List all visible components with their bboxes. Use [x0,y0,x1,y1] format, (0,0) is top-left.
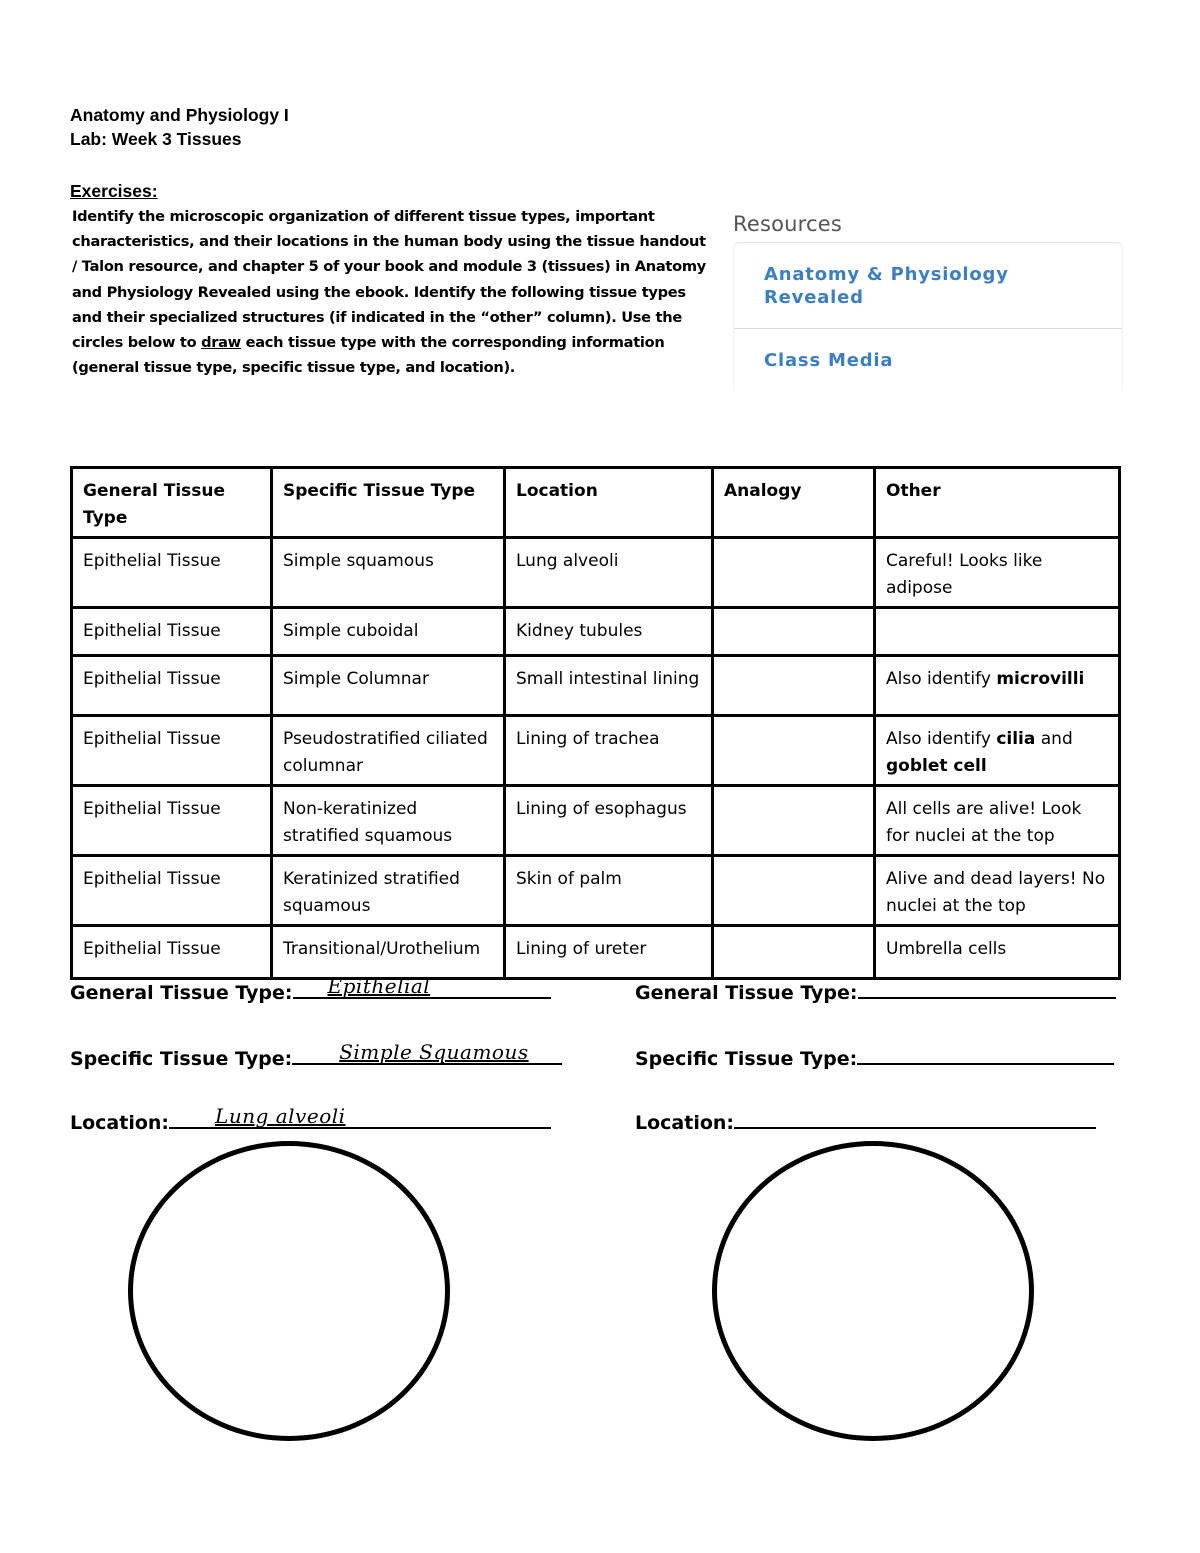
cell-other: Careful! Looks like adipose [875,538,1120,608]
table-row [72,656,1120,716]
header-location: Location [505,468,713,538]
resource-link-ap-revealed[interactable]: Anatomy & Physiology Revealed [764,264,1009,308]
drawing-circle-left[interactable] [128,1141,450,1441]
other-text: Also identify [886,669,997,689]
cell-general: Epithelial Tissue [72,926,272,979]
table-row [72,786,1120,856]
instructions-draw: draw [201,334,241,352]
cell-other [875,716,1120,786]
drawing-circle-right[interactable] [712,1141,1034,1441]
cell-general: Epithelial Tissue [72,856,272,926]
cell-specific: Simple cuboidal [272,608,505,656]
cell-general: Epithelial Tissue [72,656,272,716]
other-text: Also identify [886,729,997,749]
tissue-table [70,466,1121,980]
cell-specific: Pseudostratified ciliated columnar [272,716,505,786]
cell-location: Lung alveoli [505,538,713,608]
left-specific-input[interactable] [292,1041,562,1065]
left-specific-field [70,1041,562,1070]
cell-general: Epithelial Tissue [72,608,272,656]
resource-link-class-media[interactable]: Class Media [764,350,894,371]
cell-analogy[interactable] [713,716,875,786]
right-specific-input[interactable] [857,1041,1114,1065]
left-general-field [70,975,551,1004]
instructions-paragraph [72,204,712,380]
cell-other: Alive and dead layers! No nuclei at the top [875,856,1120,926]
cell-specific: Simple Columnar [272,656,505,716]
right-location-input[interactable] [734,1105,1096,1129]
table-row [72,538,1120,608]
cell-analogy[interactable] [713,856,875,926]
right-general-field [635,975,1116,1004]
cell-specific: Non-keratinized stratified squamous [272,786,505,856]
cell-location: Lining of trachea [505,716,713,786]
resources-title: Resources [733,212,843,236]
table-row [72,608,1120,656]
other-bold-term: microvilli [996,669,1085,689]
left-location-field [70,1105,551,1134]
cell-location: Lining of ureter [505,926,713,979]
cell-specific: Keratinized stratified squamous [272,856,505,926]
cell-other [875,656,1120,716]
table-row [72,716,1120,786]
document-subtitle: Lab: Week 3 Tissues [70,129,242,149]
header-analogy: Analogy [713,468,875,538]
left-specific-label: Specific Tissue Type: [70,1048,293,1070]
other-text-mid: and [1035,729,1073,749]
table-header-row [72,468,1120,538]
cell-general: Epithelial Tissue [72,538,272,608]
cell-location: Kidney tubules [505,608,713,656]
cell-location: Skin of palm [505,856,713,926]
cell-analogy[interactable] [713,656,875,716]
document-title: Anatomy and Physiology I [70,105,289,125]
cell-other: Umbrella cells [875,926,1120,979]
left-location-label: Location: [70,1112,170,1134]
right-specific-field [635,1041,1114,1070]
instructions-text: Identify the microscopic organization of different tissue types, important characteristics, and their locations in the human body using the tissue handout / Talon resource, and chapter 5 of your book and module 3 (tissues) in Anatomy and Physiology Revealed using the ebook. Identify the following tissue types and their specialized structures (if indicated in the “other” column). Use the circles below to [72,208,706,352]
cell-specific: Transitional/Urothelium [272,926,505,979]
other-bold-term-2: goblet cell [886,756,987,776]
cell-analogy[interactable] [713,608,875,656]
exercises-heading: Exercises: [70,181,158,201]
cell-other [875,608,1120,656]
right-general-label: General Tissue Type: [635,982,858,1004]
left-general-label: General Tissue Type: [70,982,293,1004]
cell-general: Epithelial Tissue [72,786,272,856]
left-location-value: Lung alveoli [215,1104,346,1128]
resources-box [733,242,1123,391]
right-specific-label: Specific Tissue Type: [635,1048,858,1070]
instructions-text-end: each tissue type with the corresponding information (general tissue type, specific tissue type, and location). [72,334,665,377]
table-row [72,856,1120,926]
left-general-input[interactable] [293,975,551,999]
left-location-input[interactable] [169,1105,551,1129]
cell-general: Epithelial Tissue [72,716,272,786]
cell-location: Small intestinal lining [505,656,713,716]
header-general-tissue-type: General Tissue Type [72,468,272,538]
header-other: Other [875,468,1120,538]
cell-analogy[interactable] [713,538,875,608]
cell-specific: Simple squamous [272,538,505,608]
cell-other: All cells are alive! Look for nuclei at the top [875,786,1120,856]
other-bold-term: cilia [996,729,1036,749]
right-location-label: Location: [635,1112,735,1134]
cell-analogy[interactable] [713,926,875,979]
resources-divider [734,328,1122,329]
header-specific-tissue-type: Specific Tissue Type [272,468,505,538]
cell-location: Lining of esophagus [505,786,713,856]
left-general-value: Epithelial [327,974,431,998]
resources-panel [733,212,1123,392]
cell-analogy[interactable] [713,786,875,856]
right-location-field [635,1105,1096,1134]
right-general-input[interactable] [858,975,1116,999]
left-specific-value: Simple Squamous [339,1040,529,1064]
table-row [72,926,1120,979]
